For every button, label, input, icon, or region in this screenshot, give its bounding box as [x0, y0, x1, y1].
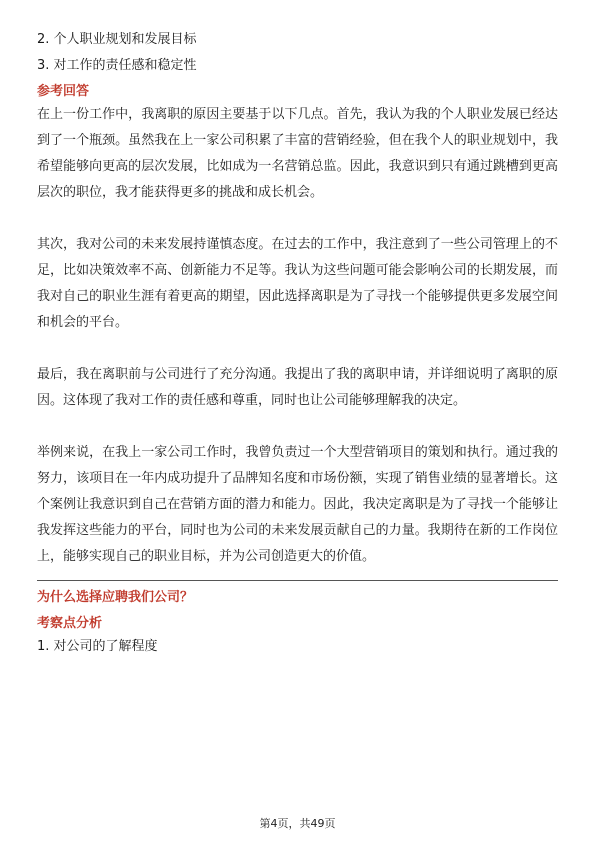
paragraph-spacer: [37, 336, 558, 362]
next-question-heading: 为什么选择应聘我们公司？: [37, 590, 194, 605]
section-divider: [37, 580, 558, 581]
page-number-footer: 第4页，共49页: [259, 817, 336, 830]
list-item-career-plan: 2. 个人职业规划和发展目标: [37, 32, 197, 47]
page-content: [37, 30, 558, 663]
paragraph-spacer: [37, 206, 558, 232]
answer-paragraph-3: 最后，我在离职前与公司进行了充分沟通。我提出了我的离职申请，并详细说明了离职的原因。这体现了我对工作的责任感和尊重，同时也让公司能够理解我的决定。: [37, 367, 558, 408]
answer-paragraph-1: 在上一份工作中，我离职的原因主要基于以下几点。首先，我认为我的个人职业发展已经达到了一个瓶颈。虽然我在上一家公司积累了丰富的营销经验，但在我个人的职业规划中，我希望能够向更高的层次发展，比如成为一名营销总监。因此，我意识到只有通过跳槽到更高层次的职位，我才能获得更多的挑战和成长机会。: [37, 107, 558, 200]
answer-paragraph-4: 举例来说，在我上一家公司工作时，我曾负责过一个大型营销项目的策划和执行。通过我的努力，该项目在一年内成功提升了品牌知名度和市场份额，实现了销售业绩的显著增长。这个案例让我意识到自己在营销方面的潜力和能力。因此，我决定离职是为了寻找一个能够让我发挥这些能力的平台，同时也为公司的未来发展贡献自己的力量。我期待在新的工作岗位上，能够实现自己的职业目标，并为公司创造更大的价值。: [37, 445, 558, 564]
list-item-company-knowledge: 1. 对公司的了解程度: [37, 639, 158, 654]
analysis-heading: 考察点分析: [37, 616, 103, 631]
answer-heading: 参考回答: [37, 84, 90, 99]
list-item-responsibility: 3. 对工作的责任感和稳定性: [37, 58, 197, 73]
answer-paragraph-2: 其次，我对公司的未来发展持谨慎态度。在过去的工作中，我注意到了一些公司管理上的不足，比如决策效率不高、创新能力不足等。我认为这些问题可能会影响公司的长期发展，而我对自己的职业生涯有着更高的期望，因此选择离职是为了寻找一个能够提供更多发展空间和机会的平台。: [37, 237, 558, 330]
paragraph-spacer: [37, 414, 558, 440]
